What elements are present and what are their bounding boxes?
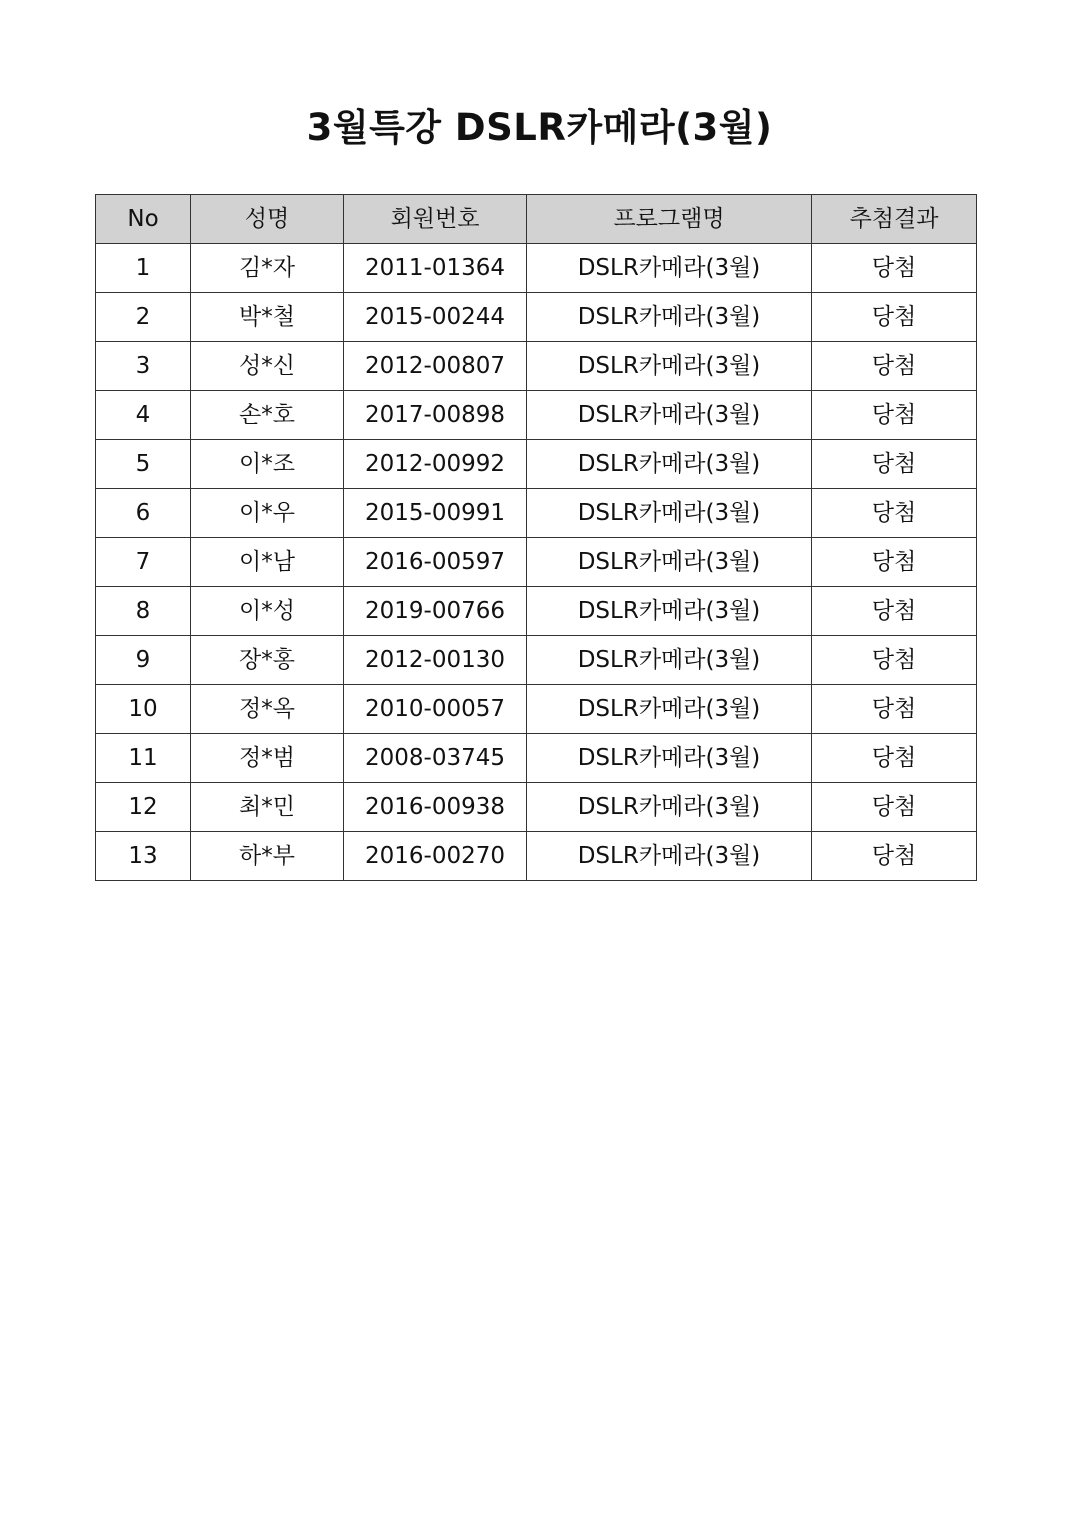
table-row bbox=[96, 293, 977, 342]
table-row bbox=[96, 440, 977, 489]
cell-program-name: DSLR카메라(3월) bbox=[527, 587, 812, 636]
cell-no: 9 bbox=[96, 636, 191, 685]
table-row bbox=[96, 783, 977, 832]
header-member-number: 회원번호 bbox=[344, 195, 527, 244]
cell-member-number: 2016-00270 bbox=[344, 832, 527, 881]
cell-draw-result: 당첨 bbox=[812, 685, 977, 734]
cell-no: 12 bbox=[96, 783, 191, 832]
cell-member-number: 2010-00057 bbox=[344, 685, 527, 734]
cell-name: 장*홍 bbox=[191, 636, 344, 685]
cell-name: 정*옥 bbox=[191, 685, 344, 734]
cell-program-name: DSLR카메라(3월) bbox=[527, 636, 812, 685]
cell-program-name: DSLR카메라(3월) bbox=[527, 489, 812, 538]
cell-name: 이*남 bbox=[191, 538, 344, 587]
header-no: No bbox=[96, 195, 191, 244]
table-header-row bbox=[96, 195, 977, 244]
cell-program-name: DSLR카메라(3월) bbox=[527, 342, 812, 391]
cell-name: 최*민 bbox=[191, 783, 344, 832]
cell-draw-result: 당첨 bbox=[812, 342, 977, 391]
cell-no: 5 bbox=[96, 440, 191, 489]
cell-member-number: 2017-00898 bbox=[344, 391, 527, 440]
header-draw-result: 추첨결과 bbox=[812, 195, 977, 244]
cell-draw-result: 당첨 bbox=[812, 293, 977, 342]
cell-no: 3 bbox=[96, 342, 191, 391]
table-row bbox=[96, 538, 977, 587]
page-title: 3월특강 DSLR카메라(3월) bbox=[306, 106, 773, 149]
cell-program-name: DSLR카메라(3월) bbox=[527, 832, 812, 881]
cell-no: 6 bbox=[96, 489, 191, 538]
cell-member-number: 2016-00597 bbox=[344, 538, 527, 587]
cell-program-name: DSLR카메라(3월) bbox=[527, 734, 812, 783]
cell-member-number: 2016-00938 bbox=[344, 783, 527, 832]
cell-draw-result: 당첨 bbox=[812, 734, 977, 783]
cell-draw-result: 당첨 bbox=[812, 636, 977, 685]
cell-draw-result: 당첨 bbox=[812, 587, 977, 636]
table-body bbox=[96, 244, 977, 881]
cell-program-name: DSLR카메라(3월) bbox=[527, 440, 812, 489]
cell-program-name: DSLR카메라(3월) bbox=[527, 244, 812, 293]
cell-draw-result: 당첨 bbox=[812, 489, 977, 538]
table-row bbox=[96, 489, 977, 538]
cell-member-number: 2015-00991 bbox=[344, 489, 527, 538]
cell-member-number: 2011-01364 bbox=[344, 244, 527, 293]
table-row bbox=[96, 636, 977, 685]
cell-no: 8 bbox=[96, 587, 191, 636]
cell-no: 2 bbox=[96, 293, 191, 342]
table-row bbox=[96, 685, 977, 734]
cell-name: 성*신 bbox=[191, 342, 344, 391]
cell-member-number: 2019-00766 bbox=[344, 587, 527, 636]
cell-name: 박*철 bbox=[191, 293, 344, 342]
cell-member-number: 2015-00244 bbox=[344, 293, 527, 342]
cell-member-number: 2008-03745 bbox=[344, 734, 527, 783]
cell-program-name: DSLR카메라(3월) bbox=[527, 391, 812, 440]
cell-draw-result: 당첨 bbox=[812, 538, 977, 587]
cell-no: 13 bbox=[96, 832, 191, 881]
header-name: 성명 bbox=[191, 195, 344, 244]
cell-program-name: DSLR카메라(3월) bbox=[527, 685, 812, 734]
cell-program-name: DSLR카메라(3월) bbox=[527, 293, 812, 342]
cell-name: 정*범 bbox=[191, 734, 344, 783]
cell-name: 이*우 bbox=[191, 489, 344, 538]
header-program-name: 프로그램명 bbox=[527, 195, 812, 244]
cell-draw-result: 당첨 bbox=[812, 391, 977, 440]
cell-member-number: 2012-00130 bbox=[344, 636, 527, 685]
cell-draw-result: 당첨 bbox=[812, 783, 977, 832]
table-row bbox=[96, 244, 977, 293]
cell-no: 1 bbox=[96, 244, 191, 293]
table-row bbox=[96, 391, 977, 440]
table-row bbox=[96, 342, 977, 391]
table-row bbox=[96, 587, 977, 636]
cell-name: 이*성 bbox=[191, 587, 344, 636]
cell-name: 김*자 bbox=[191, 244, 344, 293]
cell-draw-result: 당첨 bbox=[812, 832, 977, 881]
cell-no: 4 bbox=[96, 391, 191, 440]
cell-program-name: DSLR카메라(3월) bbox=[527, 783, 812, 832]
cell-draw-result: 당첨 bbox=[812, 244, 977, 293]
cell-member-number: 2012-00992 bbox=[344, 440, 527, 489]
table-row bbox=[96, 832, 977, 881]
cell-name: 이*조 bbox=[191, 440, 344, 489]
cell-no: 7 bbox=[96, 538, 191, 587]
cell-draw-result: 당첨 bbox=[812, 440, 977, 489]
cell-name: 하*부 bbox=[191, 832, 344, 881]
cell-no: 10 bbox=[96, 685, 191, 734]
cell-program-name: DSLR카메라(3월) bbox=[527, 538, 812, 587]
winners-table bbox=[95, 194, 977, 881]
table-row bbox=[96, 734, 977, 783]
cell-no: 11 bbox=[96, 734, 191, 783]
cell-member-number: 2012-00807 bbox=[344, 342, 527, 391]
cell-name: 손*호 bbox=[191, 391, 344, 440]
